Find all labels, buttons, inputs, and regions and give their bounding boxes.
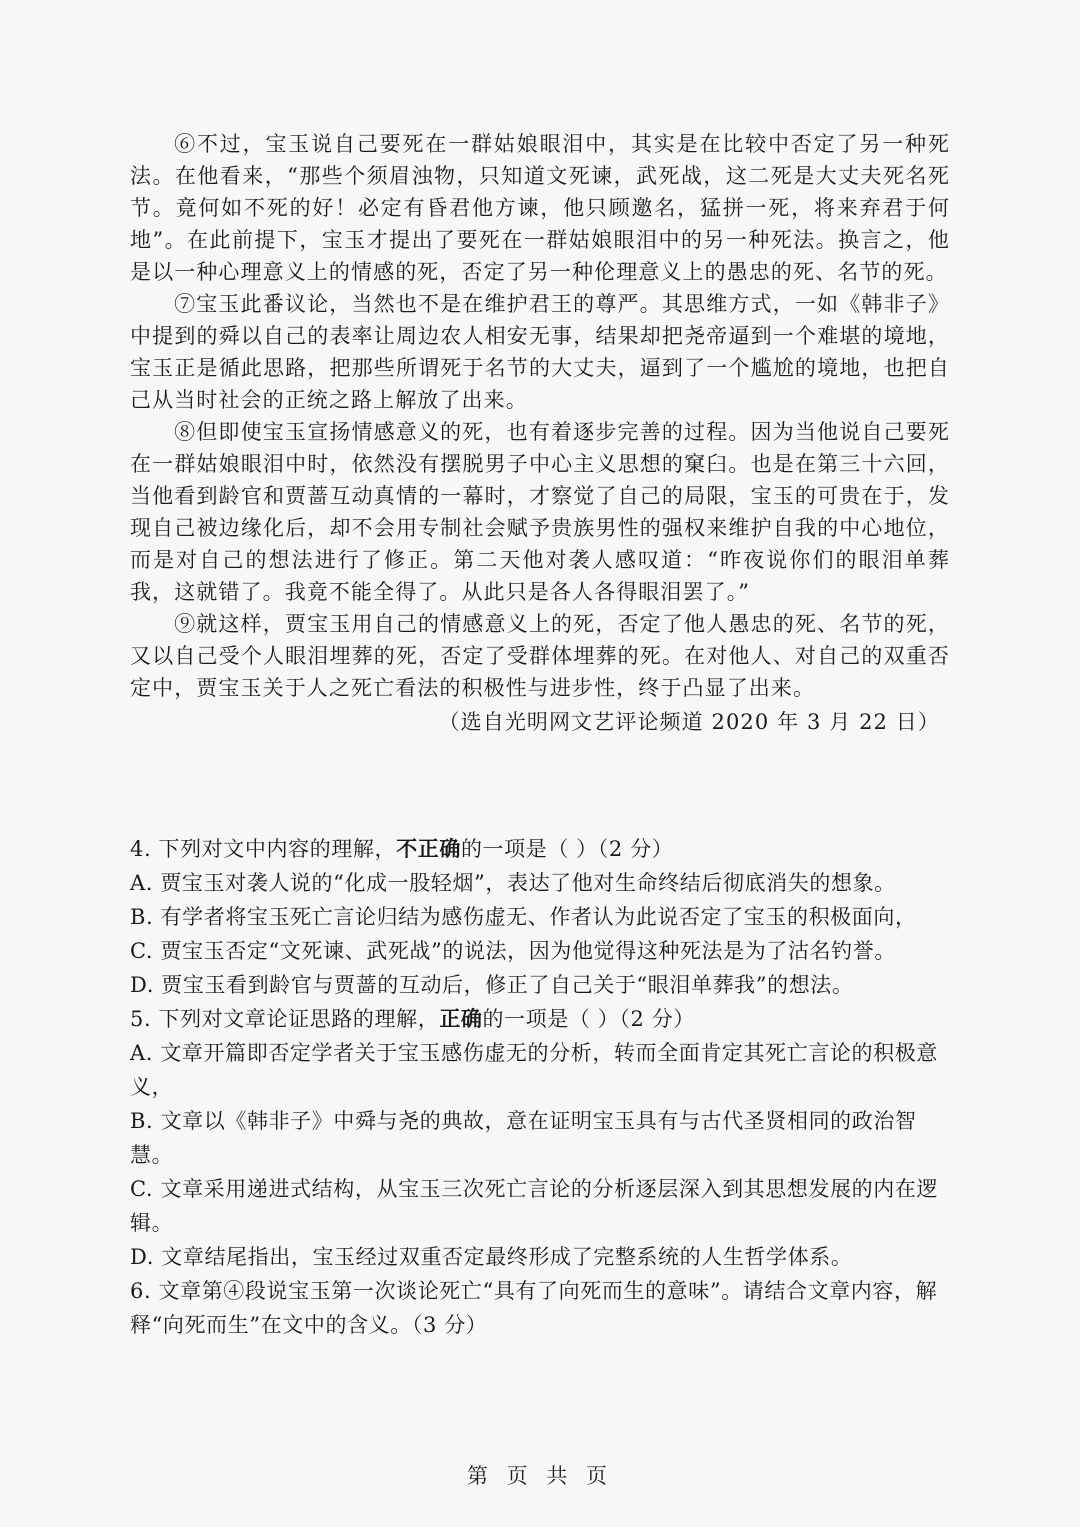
reading-passage [130,128,950,738]
question-4-option-c: C. 贾宝玉否定“文死谏、武死战”的说法，因为他觉得这种死法是为了沽名钓誉。 [130,939,896,963]
passage-source: （选自光明网文艺评论频道 2020 年 3 月 22 日） [438,710,940,734]
question-5-emphasis: 正确 [439,1006,483,1031]
paragraph-7: ⑦宝玉此番议论，当然也不是在维护君王的尊严。其思维方式，一如《韩非子》中提到的舜以自己的表率让周边农人相安无事，结果却把尧帝逼到一个难堪的境地，宝玉正是循此思路，把那些所谓死于名节的大丈夫，逼到了一个尴尬的境地，也把自己从当时社会的正统之路上解放了出来。 [130,292,950,412]
paragraph-9: ⑨就这样，贾宝玉用自己的情感意义上的死，否定了他人愚忠的死、名节的死，又以自己受个人眼泪埋葬的死，否定了受群体埋葬的死。在对他人、对自己的双重否定中，贾宝玉关于人之死亡看法的积极性与进步性，终于凸显了出来。 [130,612,950,700]
question-4-option-a: A. 贾宝玉对袭人说的“化成一股轻烟”，表达了他对生命终结后彻底消失的想象。 [130,871,896,895]
paragraph-6: ⑥不过，宝玉说自己要死在一群姑娘眼泪中，其实是在比较中否定了另一种死法。在他看来，“那些个须眉浊物，只知道文死谏，武死战，这二死是大丈夫死名死节。竟何如不死的好！必定有昏君他方谏，他只顾邀名，猛拼一死，将来弃君于何地”。在此前提下，宝玉才提出了要死在一群姑娘眼泪中的另一种死法。换言之，他是以一种心理意义上的情感的死，否定了另一种伦理意义上的愚忠的死、名节的死。 [130,132,950,284]
question-4-option-d: D. 贾宝玉看到龄官与贾蔷的互动后，修正了自己关于“眼泪单葬我”的想法。 [130,973,854,997]
question-5-option-d: D. 文章结尾指出，宝玉经过双重否定最终形成了完整系统的人生哲学体系。 [130,1245,853,1269]
question-6: 6. 文章第④段说宝玉第一次谈论死亡“具有了向死而生的意味”。请结合文章内容，解释“向死而生”在文中的含义。（3 分） [130,1279,938,1337]
question-4-option-b: B. 有学者将宝玉死亡言论归结为感伤虚无、作者认为此说否定了宝玉的积极面向， [130,905,917,929]
question-4-stem: 4. 下列对文中内容的理解，不正确的一项是（ ）（2 分） [130,836,674,861]
question-5-option-b: B. 文章以《韩非子》中舜与尧的典故，意在证明宝玉具有与古代圣贤相同的政治智慧。 [130,1109,917,1167]
question-5-option-a: A. 文章开篇即否定学者关于宝玉感伤虚无的分析，转而全面肯定其死亡言论的积极意义， [130,1041,938,1099]
question-5-option-c: C. 文章采用递进式结构，从宝玉三次死亡言论的分析逐层深入到其思想发展的内在逻辑。 [130,1177,939,1235]
question-4-emphasis: 不正确 [396,836,461,861]
page-footer: 第 页 共 页 [466,1464,614,1488]
question-5-stem: 5. 下列对文章论证思路的理解，正确的一项是（ ）（2 分） [130,1006,695,1031]
questions-section [130,832,955,1342]
paragraph-8: ⑧但即使宝玉宣扬情感意义的死，也有着逐步完善的过程。因为当他说自己要死在一群姑娘眼泪中时，依然没有摆脱男子中心主义思想的窠臼。也是在第三十六回，当他看到龄官和贾蔷互动真情的一幕时，才察觉了自己的局限，宝玉的可贵在于，发现自己被边缘化后，却不会用专制社会赋予贵族男性的强权来维护自我的中心地位，而是对自己的想法进行了修正。第二天他对袭人感叹道：“昨夜说你们的眼泪单葬我，这就错了。我竟不能全得了。从此只是各人各得眼泪罢了。” [130,420,950,604]
